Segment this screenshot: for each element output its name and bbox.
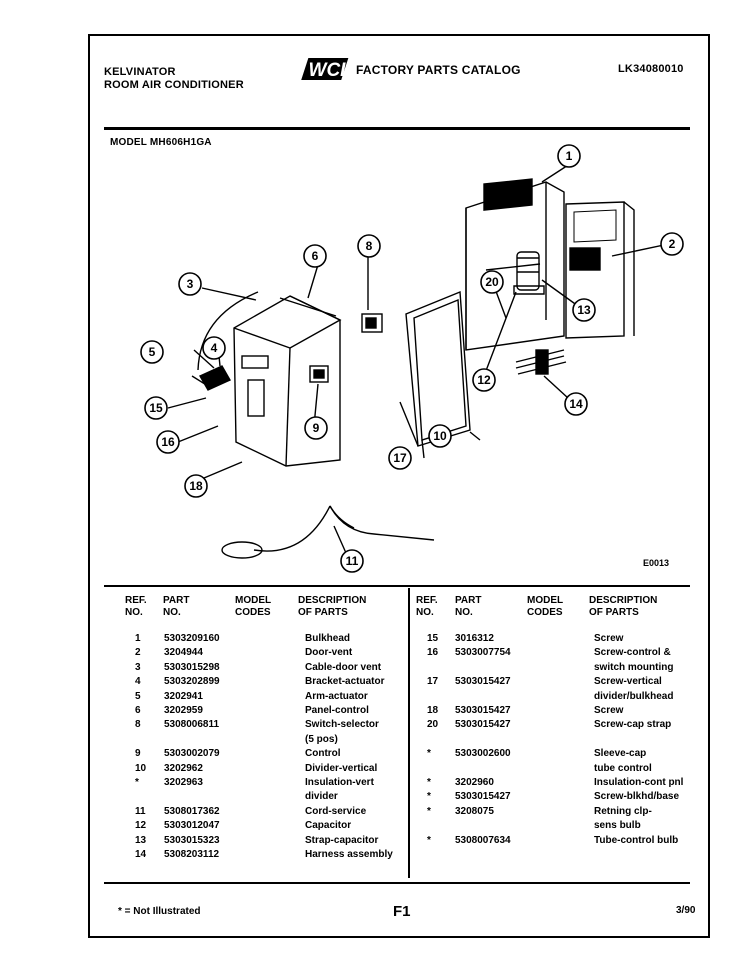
description-cell: tube control: [594, 762, 652, 774]
svg-text:9: 9: [312, 421, 320, 435]
ref-no-cell: *: [135, 777, 139, 788]
exploded-parts-diagram: [104, 140, 704, 580]
description-cell: Screw: [594, 705, 624, 716]
part-no-cell: 5303002079: [164, 748, 220, 760]
product-line: ROOM AIR CONDITIONER: [104, 79, 244, 91]
ref-no-cell: 17: [427, 676, 439, 688]
ref-no-cell: 14: [135, 849, 147, 860]
part-no-cell: 5303015427: [455, 791, 511, 803]
ref-no-cell: 12: [135, 820, 147, 832]
ref-no-cell: 20: [427, 719, 439, 731]
ref-no-cell: 18: [427, 705, 439, 716]
model-label: MODEL MH606H1GA: [110, 137, 212, 148]
svg-text:10: 10: [433, 429, 447, 443]
svg-text:12: 12: [477, 373, 491, 387]
description-cell: Arm-actuator: [305, 690, 368, 702]
header-model-codes-right: MODEL CODES: [527, 595, 564, 618]
cord-service-part: [222, 506, 434, 558]
panel-control-part: [234, 296, 340, 466]
table-bottom-rule: [104, 882, 690, 884]
part-no-cell: 5303015427: [455, 676, 511, 688]
svg-text:20: 20: [485, 275, 499, 289]
not-illustrated-note: * = Not Illustrated: [118, 906, 201, 917]
harness-part: [516, 350, 566, 374]
svg-text:15: 15: [149, 401, 163, 415]
callout-2: [661, 233, 683, 255]
ref-no-cell: 8: [135, 719, 141, 731]
description-cell: divider: [305, 791, 338, 803]
callout-4: [203, 337, 225, 359]
callout-1: [558, 145, 580, 167]
callout-13: [573, 299, 595, 321]
header-description-right: DESCRIPTION OF PARTS: [589, 595, 658, 618]
svg-text:6: 6: [311, 249, 319, 263]
description-cell: Screw-cap strap: [594, 719, 672, 731]
ref-no-cell: 6: [135, 705, 141, 716]
callout-8: [358, 235, 380, 257]
ref-no-cell: *: [427, 748, 431, 760]
description-cell: Tube-control bulb: [594, 834, 679, 846]
svg-text:18: 18: [189, 479, 203, 493]
brand-block: [104, 66, 244, 92]
page-number: F1: [393, 903, 411, 920]
part-no-cell: 3016312: [455, 633, 494, 644]
description-cell: Screw-vertical: [594, 676, 662, 688]
divider-vertical-part: [400, 292, 470, 446]
description-cell: sens bulb: [594, 820, 641, 832]
description-cell: Panel-control: [305, 705, 369, 716]
svg-text:3: 3: [186, 277, 194, 291]
svg-text:13: 13: [577, 303, 591, 317]
description-cell: Harness assembly: [305, 849, 393, 860]
description-cell: Cord-service: [305, 805, 367, 817]
description-cell: Bracket-actuator: [305, 676, 385, 688]
ref-no-cell: 2: [135, 647, 141, 659]
callout-10: [429, 425, 451, 447]
description-cell: Door-vent: [305, 647, 353, 659]
part-no-cell: 5303015323: [164, 834, 220, 846]
svg-text:17: 17: [393, 451, 407, 465]
part-no-cell: 5303209160: [164, 633, 220, 644]
svg-text:1: 1: [565, 149, 573, 163]
wci-logo: [299, 56, 351, 82]
ref-no-cell: 4: [135, 676, 141, 688]
callout-20: [481, 271, 503, 293]
ref-no-cell: 10: [135, 762, 147, 774]
description-cell: Sleeve-cap: [594, 748, 647, 760]
description-cell: Screw: [594, 633, 624, 644]
callout-12: [473, 369, 495, 391]
svg-text:8: 8: [365, 239, 373, 253]
description-cell: Insulation-vert: [305, 777, 374, 788]
part-no-cell: 5308006811: [164, 719, 220, 731]
part-no-cell: 5303007754: [455, 647, 511, 659]
table-top-rule: [104, 585, 690, 587]
figure-code: E0013: [643, 558, 670, 568]
header-description: DESCRIPTION OF PARTS: [298, 595, 367, 618]
brand-name: KELVINATOR: [104, 66, 176, 78]
part-no-cell: 5303202899: [164, 676, 220, 688]
ref-no-cell: 11: [135, 805, 146, 817]
bulkhead-part: [466, 179, 634, 350]
svg-text:14: 14: [569, 397, 583, 411]
ref-no-cell: 13: [135, 834, 147, 846]
header-model-codes: MODEL CODES: [235, 595, 272, 618]
callout-17: [389, 447, 411, 469]
header-part-no-right: PART NO.: [455, 595, 482, 618]
callout-15: [145, 397, 167, 419]
callout-11: [341, 550, 363, 572]
svg-text:2: 2: [668, 237, 676, 251]
header-ref-no: REF. NO.: [125, 595, 147, 618]
revision-date: 3/90: [676, 905, 696, 916]
ref-no-cell: 9: [135, 748, 141, 760]
ref-no-cell: 3: [135, 661, 141, 673]
description-cell: Insulation-cont pnl: [594, 777, 684, 788]
part-no-cell: 5303002600: [455, 748, 511, 760]
svg-text:16: 16: [161, 435, 175, 449]
ref-no-cell: 5: [135, 690, 141, 702]
svg-text:5: 5: [148, 345, 156, 359]
description-cell: (5 pos): [305, 733, 338, 745]
table-column-divider: [408, 588, 410, 878]
part-no-cell: 5303015427: [455, 719, 511, 731]
description-cell: Bulkhead: [305, 633, 351, 644]
ref-no-cell: *: [427, 791, 431, 803]
callout-16: [157, 431, 179, 453]
description-cell: Screw-control &: [594, 647, 671, 659]
svg-text:4: 4: [210, 341, 218, 355]
description-cell: Capacitor: [305, 820, 352, 832]
callout-6: [304, 245, 326, 267]
part-no-cell: 3202941: [164, 690, 203, 702]
callout-9: [305, 417, 327, 439]
header-rule: [104, 127, 690, 130]
part-no-cell: 3202963: [164, 777, 203, 788]
header-part-no: PART NO.: [163, 595, 190, 618]
header-ref-no-right: REF. NO.: [416, 595, 438, 618]
catalog-title: FACTORY PARTS CATALOG: [356, 63, 521, 77]
ref-no-cell: 16: [427, 647, 439, 659]
svg-text:11: 11: [345, 554, 359, 568]
description-cell: Screw-blkhd/base: [594, 791, 680, 803]
part-no-cell: 3202959: [164, 705, 203, 716]
ref-no-cell: *: [427, 777, 431, 788]
description-cell: Strap-capacitor: [305, 834, 379, 846]
description-cell: Retning clp-: [594, 805, 652, 817]
description-cell: switch mounting: [594, 661, 674, 673]
callout-18: [185, 475, 207, 497]
callout-5: [141, 341, 163, 363]
part-no-cell: 5303015298: [164, 661, 220, 673]
description-cell: Switch-selector: [305, 719, 379, 731]
catalog-number: LK34080010: [618, 63, 684, 75]
part-no-cell: 5303012047: [164, 820, 220, 832]
description-cell: divider/bulkhead: [594, 690, 674, 702]
part-no-cell: 3204944: [164, 647, 203, 659]
callout-14: [565, 393, 587, 415]
part-no-cell: 3202962: [164, 762, 203, 774]
ref-no-cell: 1: [135, 633, 141, 644]
part-no-cell: 5308017362: [164, 805, 220, 817]
ref-no-cell: 15: [427, 633, 439, 644]
callout-3: [179, 273, 201, 295]
part-no-cell: 5308007634: [455, 834, 511, 846]
description-cell: Cable-door vent: [305, 661, 382, 673]
part-no-cell: 3202960: [455, 777, 494, 788]
description-cell: Control: [305, 748, 341, 760]
part-no-cell: 5308203112: [164, 849, 220, 860]
svg-text:WCI: WCI: [308, 60, 346, 81]
switch-selector-part: [362, 314, 382, 332]
ref-no-cell: *: [427, 805, 431, 817]
description-cell: Divider-vertical: [305, 762, 378, 774]
ref-no-cell: *: [427, 834, 431, 846]
part-no-cell: 3208075: [455, 805, 494, 817]
part-no-cell: 5303015427: [455, 705, 511, 716]
